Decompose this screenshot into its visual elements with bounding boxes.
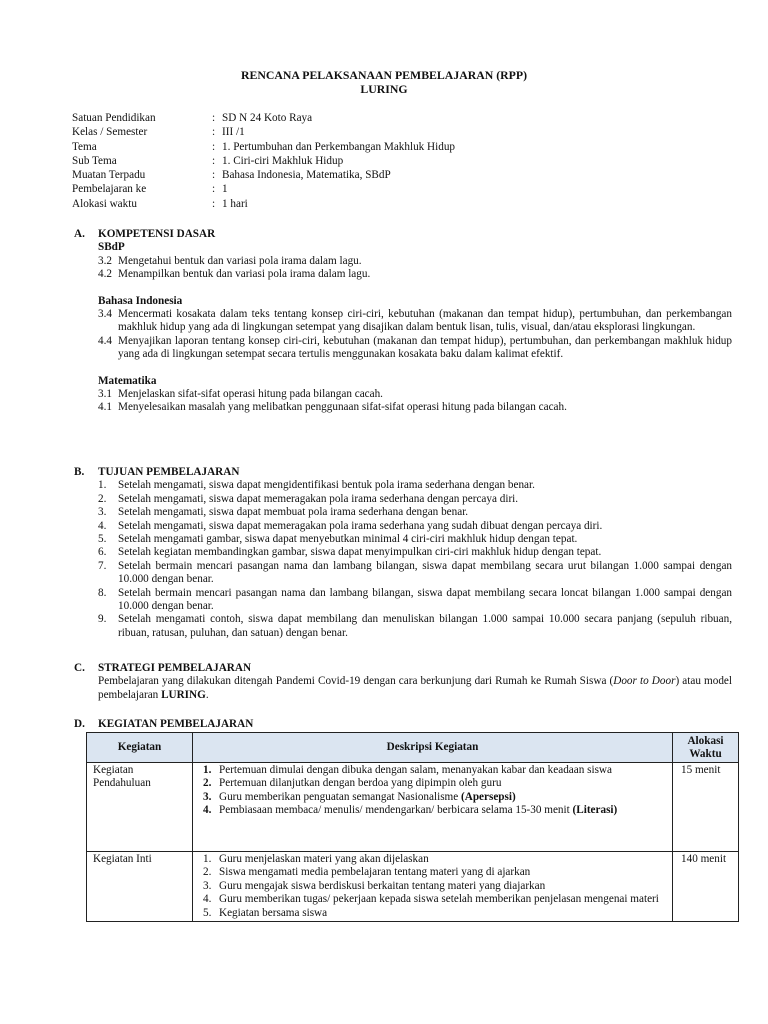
list-item: 4.2 Menampilkan bentuk dan variasi pola irama dalam lagu. [98, 268, 371, 281]
list-item: 1. Setelah mengamati, siswa dapat mengidentifikasi bentuk pola irama sederhana dengan benar. [98, 479, 535, 492]
list-item: 4.1 Menyelesaikan masalah yang melibatkan penggunaan sifat-sifat operasi hitung pada bilangan cacah. [98, 401, 567, 414]
list-item: 4. Guru memberikan tugas/ pekerjaan kepada siswa setelah memberikan penjelasan mengenai materi [203, 893, 659, 906]
identity-block [72, 112, 672, 212]
identity-row: Muatan Terpadu : Bahasa Indonesia, Matematika, SBdP [72, 169, 391, 182]
list-item: 5. Setelah mengamati gambar, siswa dapat menyebutkan minimal 4 ciri-ciri makhluk hidup dengan tepat. [98, 533, 578, 546]
list-item: 8. Setelah bermain mencari pasangan nama dan lambang bilangan, siswa dapat membilang secara loncat bilangan 1.000 sampai dengan 10.000 dengan benar. [98, 586, 732, 613]
identity-row: Tema : 1. Pertumbuhan dan Perkembangan Makhluk Hidup [72, 140, 456, 153]
identity-row: Sub Tema : 1. Ciri-ciri Makhluk Hidup [72, 154, 344, 167]
table-row [87, 852, 739, 922]
column-header: Kegiatan [87, 733, 193, 763]
list-item: 3.4 Mencermati kosakata dalam teks tentang konsep ciri-ciri, kebutuhan (makanan dan tempat hidup), pertumbuhan, dan perkembangan makhluk hidup yang ada di lingkungan setempat yang disajikan dalam bentuk lisan, tulis, visual, dan/atau eksplorasi lingkungan. [98, 308, 732, 334]
list-item: 2. Setelah mengamati, siswa dapat memeragakan pola irama sederhana dengan percaya diri. [98, 492, 519, 505]
section-kegiatan-pembelajaran [74, 718, 732, 731]
section-heading: B. TUJUAN PEMBELAJARAN [74, 466, 240, 478]
list-item: 3.2 Mengetahui bentuk dan variasi pola irama dalam lagu. [98, 254, 362, 267]
list-item: 3. Guru memberikan penguatan semangat Nasionalisme (Apersepsi) [203, 790, 516, 803]
table-row [87, 763, 739, 852]
identity-row: Satuan Pendidikan : SD N 24 Koto Raya [72, 112, 313, 124]
section-strategi-pembelajaran [74, 662, 732, 702]
list-item: 4. Pembiasaan membaca/ menulis/ mendengarkan/ berbicara selama 15-30 menit (Literasi) [203, 804, 618, 817]
subsection-title: SBdP [98, 241, 125, 254]
section-heading: A. KOMPETENSI DASAR [74, 228, 216, 240]
section-heading: D. KEGIATAN PEMBELAJARAN [74, 718, 254, 730]
identity-row: Pembelajaran ke : 1 [72, 183, 228, 196]
section-tujuan-pembelajaran [74, 466, 732, 640]
subsection-title: Bahasa Indonesia [98, 294, 183, 307]
column-header: Deskripsi Kegiatan [193, 733, 673, 763]
deskripsi-cell [193, 763, 673, 852]
list-item: 5. Kegiatan bersama siswa [203, 906, 328, 919]
list-item: 2. Pertemuan dilanjutkan dengan berdoa yang dipimpin oleh guru [203, 777, 502, 790]
list-item: 9. Setelah mengamati contoh, siswa dapat membilang dan menuliskan bilangan 1.000 sampai 10.000 secara panjang (sepuluh ribuan, ribuan, ratusan, puluhan, dan satuan) dengan benar. [98, 613, 732, 639]
section-heading: C. STRATEGI PEMBELAJARAN [74, 662, 252, 674]
section-kompetensi-dasar [74, 228, 732, 415]
list-item: 1. Guru menjelaskan materi yang akan dijelaskan [203, 853, 429, 865]
strategy-paragraph: Pembelajaran yang dilakukan ditengah Pandemi Covid-19 dengan cara berkunjung dari Rumah ke Rumah Siswa (Door to Door) atau model pembelajaran LURING. [98, 675, 732, 701]
table-header-row [87, 733, 739, 763]
subsection-title: Matematika [98, 374, 157, 387]
list-item: 3. Setelah mengamati, siswa dapat membuat pola irama sederhana dengan benar. [98, 506, 469, 519]
list-item: 1. Pertemuan dimulai dengan dibuka dengan salam, menanyakan kabar dan keadaan siswa [203, 764, 612, 776]
identity-row: Alokasi waktu : 1 hari [72, 197, 248, 210]
list-item: 4.4 Menyajikan laporan tentang konsep ciri-ciri, kebutuhan (makanan dan tempat hidup), pertumbuhan, dan perkembangan makhluk hidup yang ada di lingkungan setempat secara tertulis menggunakan kosakata baku dalam kalimat efektif. [98, 334, 732, 361]
waktu-cell: 15 menit [673, 763, 739, 852]
waktu-cell: 140 menit [673, 852, 739, 922]
identity-row: Kelas / Semester : III /1 [72, 126, 245, 139]
list-item: 3.1 Menjelaskan sifat-sifat operasi hitung pada bilangan cacah. [98, 388, 383, 401]
deskripsi-cell [193, 852, 673, 922]
kegiatan-table [86, 732, 739, 922]
document-subtitle: LURING [360, 82, 408, 96]
list-item: 7. Setelah bermain mencari pasangan nama dan lambang bilangan, siswa dapat membilang secara urut bilangan 1.000 sampai dengan 10.000 dengan benar. [98, 559, 732, 586]
column-header: Alokasi Waktu [673, 733, 739, 763]
list-item: 4. Setelah mengamati, siswa dapat memeragakan pola irama sederhana yang sudah dibuat dengan percaya diri. [98, 519, 603, 532]
list-item: 2. Siswa mengamati media pembelajaran tentang materi yang di ajarkan [203, 866, 531, 879]
list-item: 3. Guru mengajak siswa berdiskusi berkaitan tentang materi yang diajarkan [203, 879, 546, 892]
kegiatan-cell: Kegiatan Inti [87, 852, 193, 922]
list-item: 6. Setelah kegiatan membandingkan gambar, siswa dapat menyimpulkan ciri-ciri makhluk hidup dengan tepat. [98, 546, 602, 559]
kegiatan-cell: Kegiatan Pendahuluan [87, 763, 193, 852]
document-title: RENCANA PELAKSANAAN PEMBELAJARAN (RPP) [240, 68, 528, 82]
